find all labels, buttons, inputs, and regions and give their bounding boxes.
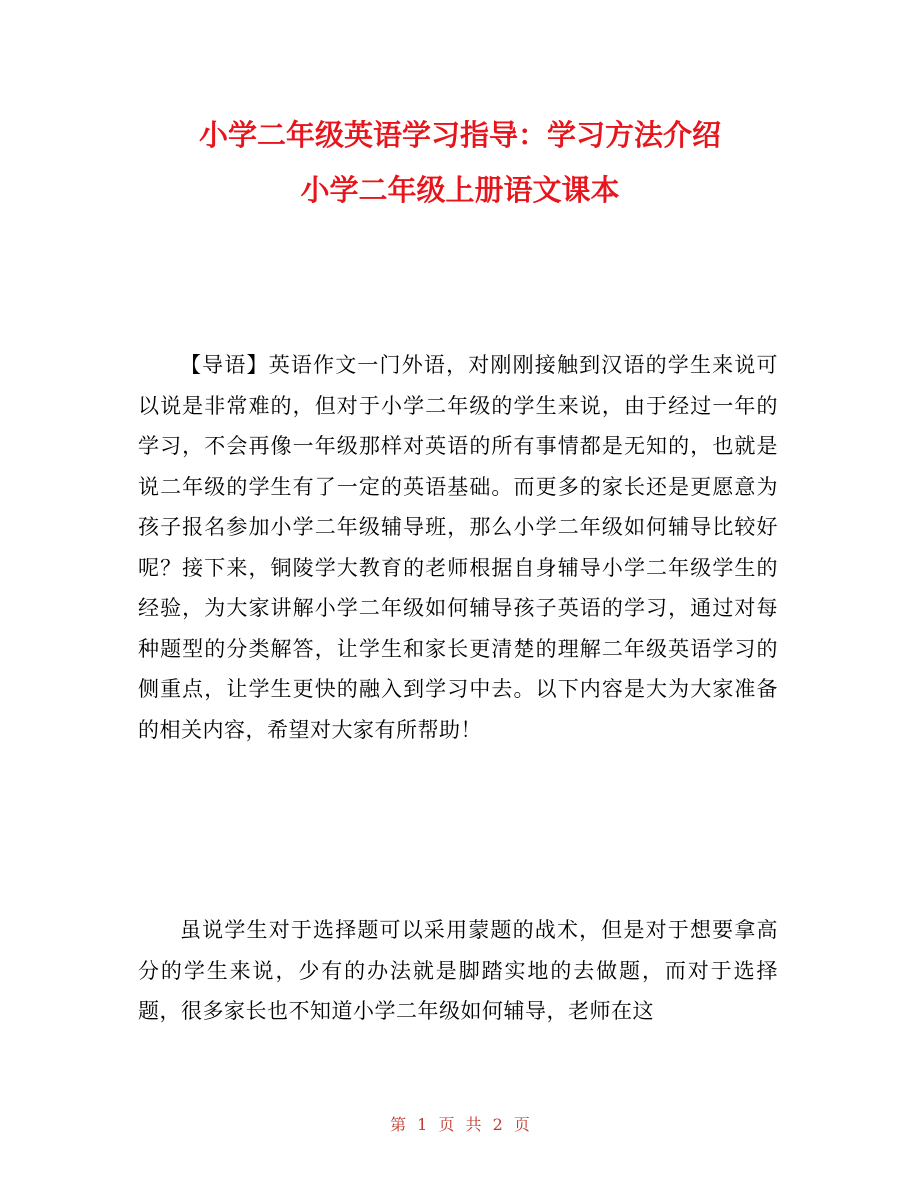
document-title-line-1: 小学二年级英语学习指导：学习方法介绍 xyxy=(198,118,721,152)
body-paragraph: 虽说学生对于选择题可以采用蒙题的战术，但是对于想要拿高分的学生来说，少有的办法就是脚踏实地的去做题，而对于选择题，很多家长也不知道小学二年级如何辅导，老师在这 xyxy=(138,918,778,1023)
intro-paragraph: 【导语】英语作文一门外语，对刚刚接触到汉语的学生来说可以说是非常难的，但对于小学二年级的学生来说，由于经过一年的学习，不会再像一年级那样对英语的所有事情都是无知的，也就是说二年级的学生有了一定的英语基础。而更多的家长还是更愿意为孩子报名参加小学二年级辅导班，那么小学二年级如何辅导比较好呢？接下来，铜陵学大教育的老师根据自身辅导小学二年级学生的经验，为大家讲解小学二年级如何辅导孩子英语的学习，通过对每种题型的分类解答，让学生和家长更清楚的理解二年级英语学习的侧重点，让学生更快的融入到学习中去。以下内容是大为大家准备的相关内容，希望对大家有所帮助！ xyxy=(138,353,778,742)
page-footer: 第 1 页 共 2 页 xyxy=(390,1115,530,1134)
document-title-line-2: 小学二年级上册语文课本 xyxy=(300,173,620,207)
